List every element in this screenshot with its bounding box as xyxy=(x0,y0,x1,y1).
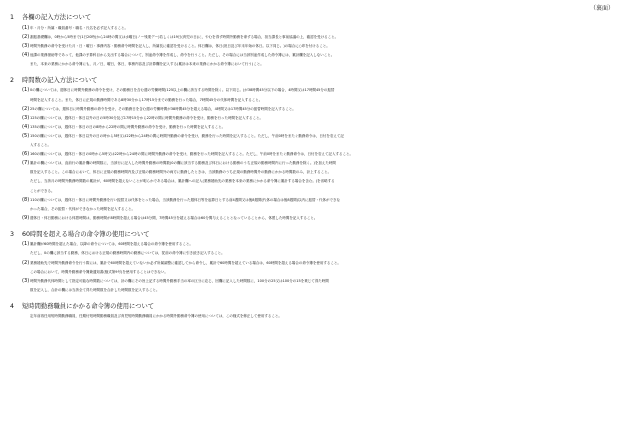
item-text-line: 110の欄については，週休日・休日に時間外勤務を行い振替又は代休をとった場合，当該勤務を行った週休日等を起算日とする前4週間又は後8週間(代休の場合は後8週間)以内に振替・代休ができな xyxy=(30,197,340,202)
section-1-items xyxy=(10,24,620,69)
list-item xyxy=(10,42,620,51)
list-item xyxy=(10,33,620,42)
item-marker: (4) xyxy=(22,51,30,58)
section-4 xyxy=(10,302,620,322)
section-2 xyxy=(10,76,620,223)
item-marker: (3) xyxy=(22,42,30,49)
section-3 xyxy=(10,230,620,295)
item-text-line: 時間外勤務代休時間として指定可能な時間数については，計の欄にその旨上記する時間外勤務手当の率の区分に応じ，回欄に記入した時間数に，100分の25又は100分の15を乗じて得た時間 xyxy=(30,278,329,283)
list-item xyxy=(10,150,620,159)
item-text-line: 時間を記入すること。また，休日に正規の勤務時間である8時30分から17時15分までの勤務を行った場合，7時間45分の代休時間を記入すること。 xyxy=(30,97,263,102)
item-text-line: 累計欄が60時間を超えた場合，以降の命令については，60時間を超える場合の命令簿を使用すること。 xyxy=(30,242,193,247)
section-3-items xyxy=(10,240,620,295)
item-text-line: 135の欄については，週休日・休日の日の8時から22時の間に時間外勤務の命令を受け，勤務を行った時間を記入すること。 xyxy=(30,124,226,129)
item-text-line: 数を記入すること。この場合において，休日に正規の勤務時間内及び正規の勤務時間外の両方に勤務したときは，当該勤務のうち正規の勤務時間外の勤務にかかる時間数のみ，計上すること。 xyxy=(30,170,332,175)
item-text-line: 年・月分・所属・職員番号・職名・氏名を必ず記入すること。 xyxy=(30,25,128,30)
item-text-line: 160の欄については，週休日・休日の0時から5時又は22時から24時の間に時間外勤務の命令を受け，勤務を行った時間を記入すること。ただし，午前0時をまたぐ勤務命令は，日付を変えて記入すること。 xyxy=(30,152,354,157)
list-item xyxy=(10,159,620,195)
item-text-line: 150の欄については，週休日・休日以外の日の時から5時又は22時から24時の間に時間外勤務の命令を受け，勤務を行った時間を記入すること。ただし，午前0時をまたぐ勤務命令は，日付を変えて記 xyxy=(30,133,344,138)
item-marker: (5) xyxy=(22,132,30,139)
item-text-line: 他課の業務援助等であって，他課の予算科目から支出する場合について，別途命令簿を作成し，命令を行うこと。ただし，その場合には当該別途作成した命令簿には，累計欄を記入しないこと。 xyxy=(30,52,335,57)
item-marker: (2) xyxy=(22,33,30,40)
list-item xyxy=(10,196,620,214)
item-text-line: 25の欄については，週休日に時間外勤務の命令を受け，その勤務日を含む週の労働時間が38時間45分を超える場合，4時間又は17時間45分の振替時間を記入すること。 xyxy=(30,106,296,111)
page-side-label: （裏面） xyxy=(589,5,614,12)
list-item xyxy=(10,240,620,258)
section-1-title: 各欄の記入方法について xyxy=(22,14,92,21)
section-1-number: 1 xyxy=(10,14,15,21)
section-2-items xyxy=(10,86,620,222)
item-marker: (8) xyxy=(22,196,30,203)
item-marker: (2) xyxy=(22,259,30,266)
list-item xyxy=(10,105,620,114)
list-item xyxy=(10,51,620,69)
section-1 xyxy=(10,13,620,69)
item-marker: (1) xyxy=(22,241,30,248)
section-4-heading xyxy=(10,302,620,313)
item-marker: (1) xyxy=(22,87,30,94)
item-marker: (3) xyxy=(22,114,30,121)
section-3-heading xyxy=(10,230,620,241)
section-3-title: 60時間を超える場合の命令簿の使用について xyxy=(22,230,150,238)
item-text-line: 時間外勤務の命令を受けた月・日・曜日・事務内容・勤務命令時間を記入し，所属長に確認を受けること。休日欄は，休日(祝日及び年末年始の休日。以下同じ。)の場合に○印を付けること。 xyxy=(30,43,330,48)
item-text-line: 0の欄については，週休日に時間外勤務の命令を受け，その勤務日を含む週の労働時間(125以上の欄に該当する時間を除く。以下同じ。)が38時間45分以下の場合，4時間又は17時間45分の振替 xyxy=(30,88,335,93)
item-marker: (9) xyxy=(22,214,30,221)
item-marker: (6) xyxy=(22,151,30,158)
item-text-line: 数を記入し，合計の欄には当該全て得た時間数を合計した時間数を記入すること。 xyxy=(30,287,160,292)
item-text-line: ただし，当該月の時間外勤務時間数の累計が，60時間を超えないことが明らかである場合は，累計欄への記入(業務援助先の業務を本来の業務にかかる命令簿に累計する場合を含む。)を省略する xyxy=(30,179,335,184)
item-text-line: 業務援助先で時間外勤務命令を行う際には，累計で60時間を超えていないか必ず所属調整に確認してから命令し，累計で60時間を超えている場合は，60時間を超える場合の命令簿を使用すること。 xyxy=(30,260,341,265)
section-1-heading xyxy=(10,13,620,24)
item-marker: (3) xyxy=(22,277,30,284)
item-text-line: この場合において，時間外勤務命令簿兼通知書(様式第9号)を使用することはできない。 xyxy=(30,269,168,274)
section-4-number: 4 xyxy=(10,302,15,310)
section-2-number: 2 xyxy=(10,76,15,84)
list-item xyxy=(10,277,620,295)
section-4-text: 定年前再任用短時間勤務職員，任期付短時間勤務職員及び育児短時間勤務職員にかかる時間外勤務命令簿の使用については，この様式を修正して使用すること。 xyxy=(30,314,282,319)
list-item xyxy=(10,132,620,150)
item-text-line: かった場合，その振替・代休ができなかった時間を記入すること。 xyxy=(30,206,135,211)
item-text-line: 割振基礎欄は，0時から5時まで(1日20時)から24時の間又は水曜日(ノー残業デー)若しくは19日(育児の日)に，やむを得ず時間外勤務を命ずる場合，担当課長と事前協議の上，確認を受けること。 xyxy=(30,34,339,39)
list-item xyxy=(10,24,620,33)
item-text-line: また，本来の業務にかかる命令簿にも，月／日，曜日，休日，事務内容及び計算欄を記入する(累計は本来の業務にかかる命令簿において行う)こと。 xyxy=(30,61,264,66)
list-item xyxy=(10,114,620,123)
item-text-line: 累計の欄については，直前行の累計欄の時間数に，当該行に記入した時間外勤務の時間数(0の欄に該当する勤務及び休日における勤務のうち正規の勤務時間内に行った勤務を除く。)を加えた時間 xyxy=(30,161,336,166)
item-text-line: ことができる。 xyxy=(30,188,55,193)
section-3-number: 3 xyxy=(10,230,15,238)
item-text-line: 週休日・休日勤務における休憩時間は，勤務時間が8時間を超える場合は45分間，7時間45分を超える場合は60分間与えることとなっていることから，休憩した時間を記入すること。 xyxy=(30,215,318,220)
item-marker: (2) xyxy=(22,105,30,112)
item-text-line: ただし，0の欄に該当する勤務，休日における正規の勤務時間内の勤務については，従前の命令簿に引き続き記入すること。 xyxy=(30,251,225,256)
item-text-line: 入すること。 xyxy=(30,143,51,148)
section-2-heading xyxy=(10,76,620,87)
list-item xyxy=(10,86,620,104)
list-item xyxy=(10,123,620,132)
list-item xyxy=(10,214,620,223)
item-marker: (1) xyxy=(22,24,30,31)
list-item xyxy=(10,259,620,277)
item-marker: (4) xyxy=(22,123,30,130)
item-text-line: 125の欄については，週休日・休日以外の日の5時30分及び17時15分から22時の間に時間外勤務の命令を受け，勤務を行った時間を記入すること。 xyxy=(30,115,264,120)
section-2-title: 時間数の記入方法について xyxy=(22,76,98,84)
item-marker: (7) xyxy=(22,160,30,167)
section-4-title: 短時間勤務職員にかかる命令簿の使用について xyxy=(22,302,155,310)
